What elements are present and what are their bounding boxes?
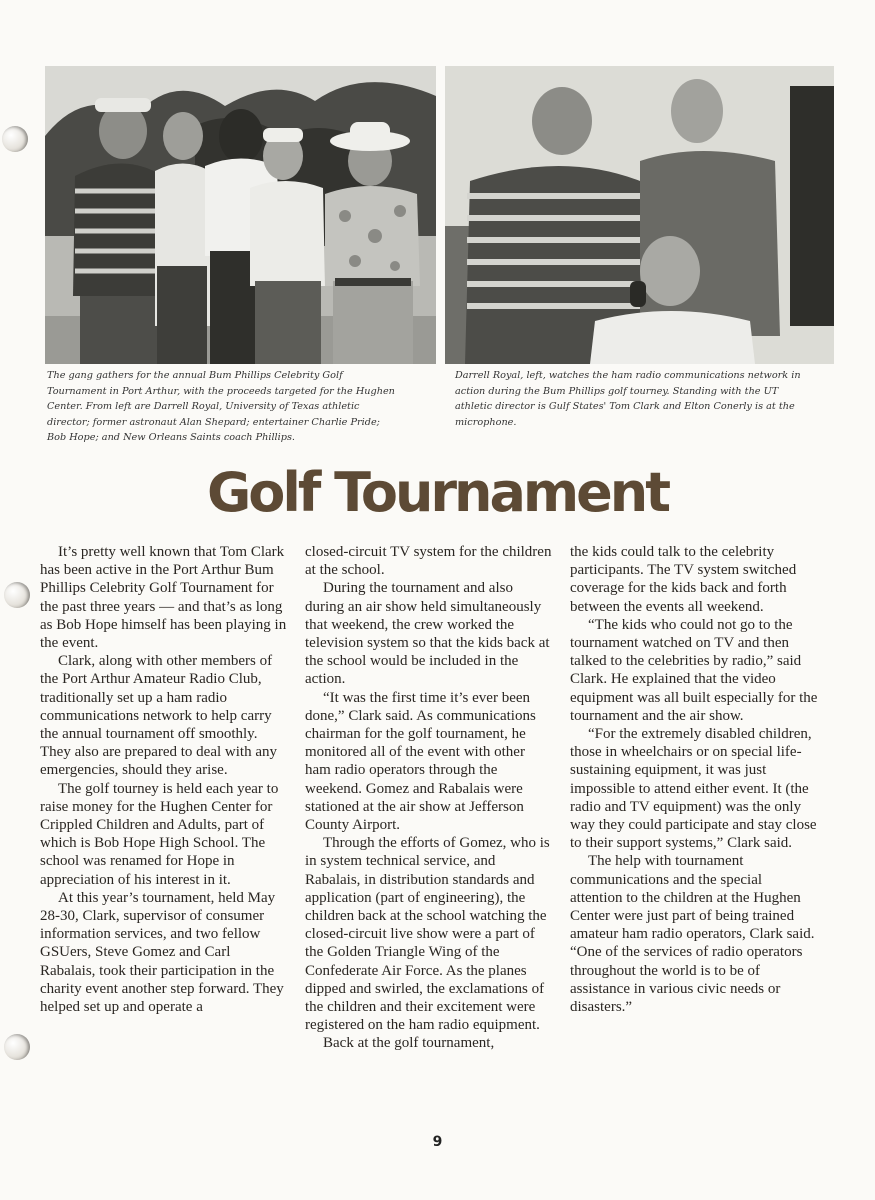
paragraph: The help with tournament communications and the special attention to the children at the Hughen Center were just part of being trained amateur ham radio operators, Clark said. “One of the services of radio operators throughout the world is to be of assistance in various civic needs or disasters.”	[570, 853, 815, 1016]
paragraph: Through the efforts of Gomez, who is in system technical service, and Rabalais, in distribution standards and application (part of engineering), the children back at the school watching the closed-circuit live show were a part of the Golden Triangle Wing of the Confederate Air Force. As the planes dipped and swirled, the exclamations of the children and their excitement were registered on the ham radio equipment.	[305, 835, 550, 1034]
ham-radio-photo	[445, 66, 834, 364]
golfers-group-photo	[45, 66, 436, 364]
punch-hole-middle	[4, 582, 30, 608]
paragraph: During the tournament and also during an air show held simultaneously that weekend, the crew worked the television system so that the kids back at the school would be included in the action.	[305, 580, 550, 688]
punch-hole-bottom	[4, 1034, 30, 1060]
page-number: 9	[432, 1134, 443, 1150]
punch-hole-top	[2, 126, 28, 152]
article-column-2	[305, 543, 553, 1053]
paragraph: closed-circuit TV system for the children at the school.	[305, 544, 552, 579]
article-column-3	[570, 543, 818, 1016]
paragraph: Clark, along with other members of the Port Arthur Amateur Radio Club, traditionally set up a ham radio communications network to help carry the annual tournament off smoothly. They also are prepared to deal with any emergencies, should they arise.	[40, 653, 277, 779]
paragraph: The golf tourney is held each year to raise money for the Hughen Center for Crippled Children and Adults, part of which is Bob Hope High School. The school was renamed for Hope in appreciation of his interest in it.	[40, 780, 279, 888]
paragraph: “For the extremely disabled children, those in wheelchairs or on special life-sustaining equipment, it was just impossible to attend either event. It (the radio and TV equipment) was the only way they could participate and stay close to their support systems,” Clark said.	[570, 726, 817, 852]
paragraph: It’s pretty well known that Tom Clark has been active in the Port Arthur Bum Phillips Celebrity Golf Tournament for the past three years — and that’s as long as Bob Hope himself has been playing in the event.	[40, 544, 287, 652]
paragraph: Back at the golf tournament,	[323, 1035, 495, 1052]
paragraph: At this year’s tournament, held May 28-30, Clark, supervisor of consumer information services, and two fellow GSUers, Steve Gomez and Carl Rabalais, took their participation in the charity event another step forward. They helped set up and operate a	[40, 889, 284, 1016]
paragraph: the kids could talk to the celebrity participants. The TV system switched coverage for the kids back and forth between the events all weekend.	[570, 544, 797, 615]
article-column-1	[40, 543, 288, 1016]
right-photo-caption: Darrell Royal, left, watches the ham radio communications network in action during the Bum Phillips golf tourney. Standing with the UT athletic director is Gulf States' Tom Clark and Elton Conerly is at the microphone.	[455, 370, 801, 428]
left-photo-caption: The gang gathers for the annual Bum Phillips Celebrity Golf Tournament in Port Arthur, with the proceeds targeted for the Hughen Center. From left are Darrell Royal, University of Texas athletic director; former astronaut Alan Shepard; entertainer Charlie Pride; Bob Hope; and New Orleans Saints coach Phillips.	[47, 370, 395, 444]
paragraph: “The kids who could not go to the tournament watched on TV and then talked to the celebrities by radio,” said Clark. He explained that the video equipment was all built especially for the tournament and the air show.	[570, 616, 818, 724]
article-title: Golf Tournament	[206, 461, 669, 524]
paragraph: “It was the first time it’s ever been done,” Clark said. As communications chairman for the golf tournament, he monitored all of the event with other ham radio operators through the weekend. Gomez and Rabalais were stationed at the air show at Jefferson County Airport.	[305, 689, 536, 834]
